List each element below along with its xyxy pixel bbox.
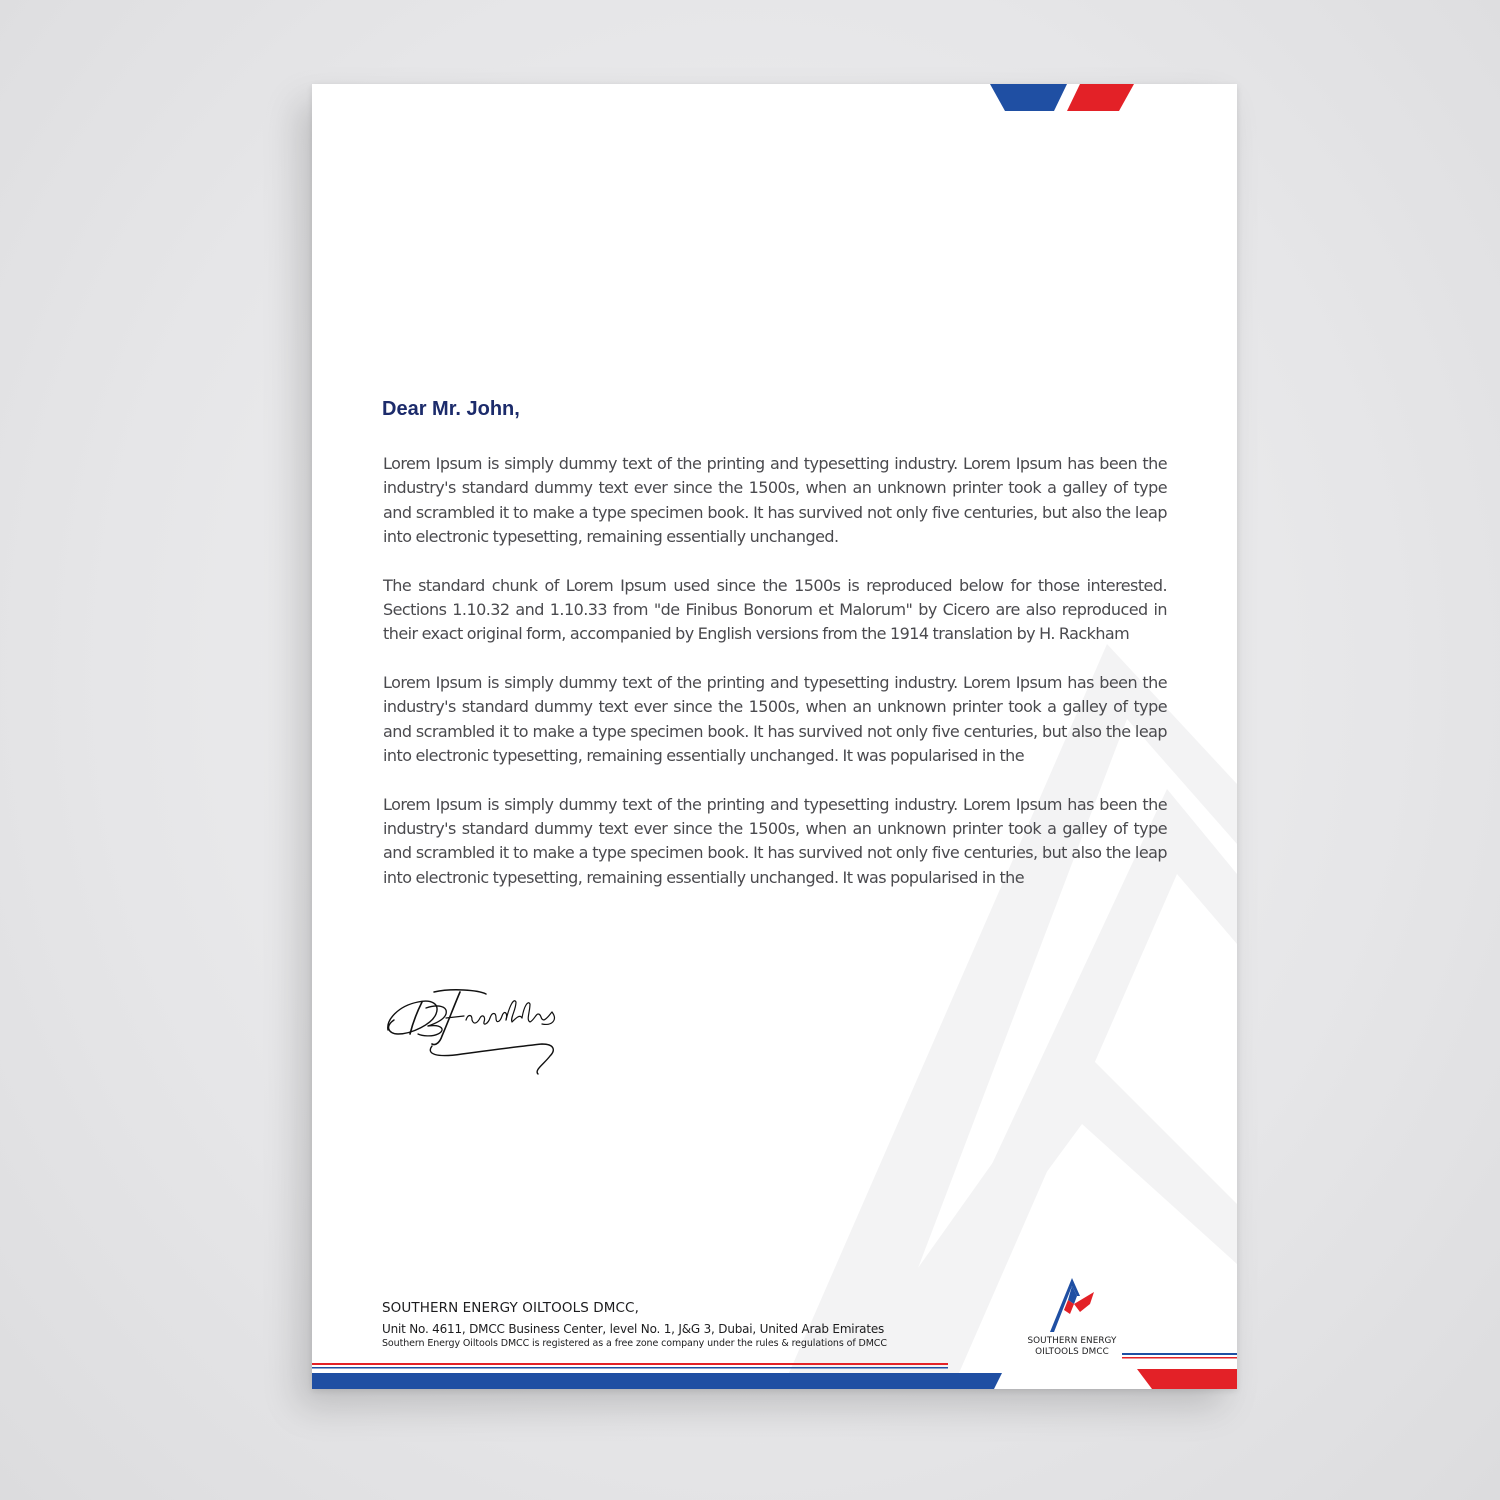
paragraph-3: Lorem Ipsum is simply dummy text of the printing and typesetting industry. Lorem Ipsum has been the industry's standard dummy text ever since the 1500s, when an unknown printer took a galley of type and scrambled it to make a type specimen book. It has survived not only five centuries, but also the leap into electronic typesetting, remaining essentially unchanged. It was popularised in the (383, 673, 1167, 765)
company-address: Unit No. 4611, DMCC Business Center, level No. 1, J&G 3, Dubai, United Arab Emirates (382, 1322, 885, 1336)
bottom-stripes (312, 1339, 1237, 1389)
letter-body (383, 452, 1167, 914)
salutation: Dear Mr. John, (382, 398, 520, 420)
logo-text-line-1: SOUTHERN ENERGY (1027, 1336, 1117, 1346)
signature (382, 984, 562, 1076)
logo-text-line-2: OILTOOLS DMCC (1035, 1347, 1109, 1357)
top-stripes (312, 84, 1237, 114)
paragraph-1: Lorem Ipsum is simply dummy text of the printing and typesetting industry. Lorem Ipsum has been the industry's standard dummy text ever since the 1500s, when an unknown printer took a galley of type and scrambled it to make a type specimen book. It has survived not only five centuries, but also the leap into electronic typesetting, remaining essentially unchanged. (383, 454, 1167, 546)
company-name: SOUTHERN ENERGY OILTOOLS DMCC, (382, 1300, 639, 1316)
logo-mark-icon (1044, 1274, 1100, 1336)
paragraph-4: Lorem Ipsum is simply dummy text of the printing and typesetting industry. Lorem Ipsum has been the industry's standard dummy text ever since the 1500s, when an unknown printer took a galley of type and scrambled it to make a type specimen book. It has survived not only five centuries, but also the leap into electronic typesetting, remaining essentially unchanged. It was popularised in the (383, 794, 1167, 887)
company-legal-note: Southern Energy Oiltools DMCC is registered as a free zone company under the rules & regulations of DMCC (382, 1338, 887, 1349)
paragraph-2: The standard chunk of Lorem Ipsum used since the 1500s is reproduced below for those interested. Sections 1.10.32 and 1.10.33 from "de Finibus Bonorum et Malorum" by Cicero are also reproduced in their exact original form, accompanied by English versions from the 1914 translation by H. Rackham (383, 575, 1167, 644)
letterhead-page (312, 84, 1237, 1389)
